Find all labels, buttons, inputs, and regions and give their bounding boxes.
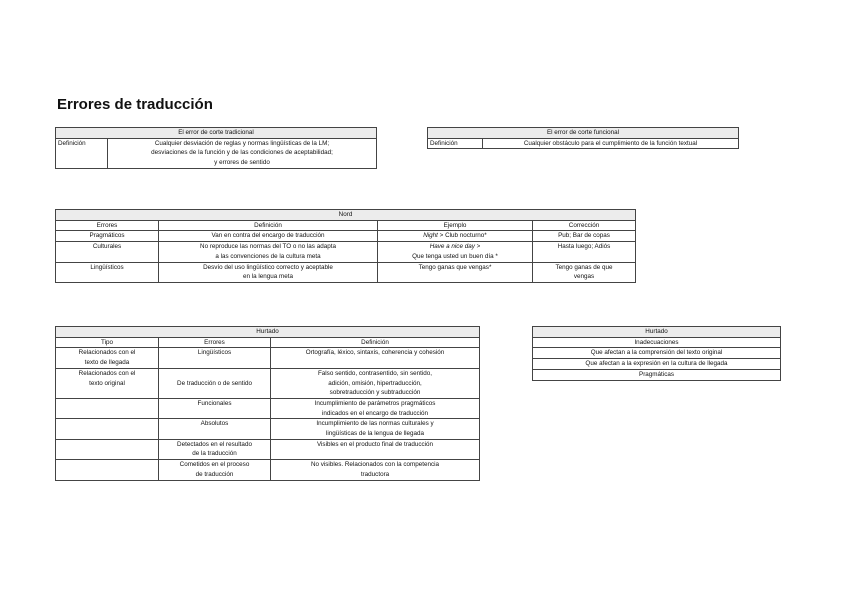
definition-line: a las convenciones de la cultura meta — [215, 252, 321, 260]
nord-correction: Hasta luego; Adiós — [533, 242, 636, 262]
inadecuacion-item: Que afectan a la comprensión del texto original — [533, 348, 781, 359]
table-row — [56, 231, 636, 242]
hurtado-type — [56, 348, 159, 368]
funcional-definition: Cualquier obstáculo para el cumplimiento de la función textual — [483, 138, 739, 149]
definition-line: Desvío del uso lingüístico correcto y aceptable — [203, 263, 333, 271]
nord-definition: Van en contra del encargo de traducción — [159, 231, 378, 242]
example-text: Que tenga usted un buen día * — [412, 252, 498, 260]
hurtado-type — [56, 398, 159, 418]
funcional-table — [427, 127, 739, 149]
table-row — [56, 242, 636, 262]
nord-correction: Pub; Bar de copas — [533, 231, 636, 242]
hurtado-errors — [159, 460, 271, 480]
definition-line: lingüísticas de la lengua de llegada — [325, 430, 425, 438]
hurtado-header: Hurtado — [56, 327, 480, 338]
hurtado-errors — [159, 439, 271, 459]
correction-line: Tengo ganas de que — [555, 263, 613, 271]
type-line: texto original — [89, 379, 125, 387]
errors-line: Cometidos en el proceso — [179, 461, 250, 469]
errors-line: Detectados en el resultado — [177, 440, 252, 448]
list-item — [533, 369, 781, 380]
hurtado-definition: Visibles en el producto final de traducción — [271, 439, 480, 459]
column-header: Tipo — [56, 337, 159, 348]
hurtado-errors: Funcionales — [159, 398, 271, 418]
errors-line: de la traducción — [192, 450, 237, 458]
hurtado2-subheader: Inadecuaciones — [533, 337, 781, 348]
hurtado-definition — [271, 368, 480, 398]
example-text: > Club nocturno* — [437, 232, 487, 240]
table-row — [56, 419, 480, 439]
definition-line: No visibles. Relacionados con la competencia — [310, 461, 440, 469]
hurtado-type — [56, 419, 159, 439]
example-text: > — [474, 243, 481, 251]
nord-table — [55, 209, 636, 283]
table-row — [56, 398, 480, 418]
inadecuacion-item: Que afectan a la expresión en la cultura de llegada — [533, 359, 781, 370]
definition-line: Cualquier desviación de reglas y normas lingüísticas de la LM; — [154, 139, 330, 147]
hurtado-inadecuaciones-table — [532, 326, 781, 381]
definition-line: y errores de sentido — [214, 159, 270, 167]
definition-line: No reproduce las normas del TO o no las adapta — [200, 243, 336, 251]
type-line: Relacionados con el — [78, 369, 136, 377]
column-header: Definición — [159, 220, 378, 231]
hurtado-errors: Absolutos — [159, 419, 271, 439]
definition-line: desviaciones de la función y de las condiciones de aceptabilidad; — [151, 149, 333, 157]
page-title: Errores de traducción — [57, 96, 213, 113]
definition-line: Incumplimiento de parámetros pragmáticos — [314, 399, 436, 407]
definition-line: traductora — [360, 470, 390, 478]
hurtado2-header: Hurtado — [533, 327, 781, 338]
definition-line: en la lengua meta — [242, 273, 294, 281]
type-line: Relacionados con el — [78, 349, 136, 357]
example-italic: Have a nice day — [429, 243, 475, 251]
definition-line: indicados en el encargo de traducción — [321, 409, 429, 417]
definition-line: Falso sentido, contrasentido, sin sentido, — [317, 369, 433, 377]
list-item — [533, 348, 781, 359]
column-header: Corrección — [533, 220, 636, 231]
hurtado-table — [55, 326, 480, 481]
hurtado-type — [56, 439, 159, 459]
nord-example — [378, 262, 533, 282]
inadecuacion-item: Pragmáticas — [533, 369, 781, 380]
funcional-label: Definición — [428, 138, 483, 149]
funcional-header: El error de corte funcional — [428, 128, 739, 139]
example-text: Tengo ganas que vengas* — [418, 263, 492, 271]
column-header: Errores — [56, 220, 159, 231]
tradicional-definition — [108, 138, 377, 168]
correction-line: vengas — [573, 273, 595, 281]
column-header: Definición — [271, 337, 480, 348]
column-header: Errores — [159, 337, 271, 348]
hurtado-type — [56, 460, 159, 480]
type-line: texto de llegada — [84, 359, 130, 367]
table-row — [56, 439, 480, 459]
nord-example — [378, 242, 533, 262]
table-row — [56, 262, 636, 282]
nord-definition — [159, 242, 378, 262]
example-italic: Night — [423, 232, 438, 240]
tradicional-header: El error de corte tradicional — [56, 128, 377, 139]
hurtado-errors: De traducción o de sentido — [159, 368, 271, 398]
nord-error-type: Pragmáticos — [56, 231, 159, 242]
nord-example — [378, 231, 533, 242]
hurtado-definition — [271, 419, 480, 439]
errors-line: de traducción — [195, 470, 234, 478]
tradicional-label: Definición — [56, 138, 108, 168]
table-row — [56, 348, 480, 368]
hurtado-definition: Ortografía, léxico, sintaxis, coherencia y cohesión — [271, 348, 480, 368]
table-row — [56, 368, 480, 398]
definition-line: sobretraducción y subtraducción — [329, 389, 421, 397]
hurtado-definition — [271, 398, 480, 418]
nord-correction — [533, 262, 636, 282]
nord-header: Nord — [56, 210, 636, 221]
hurtado-errors: Lingüísticos — [159, 348, 271, 368]
tradicional-table — [55, 127, 377, 169]
definition-line: Incumplimiento de las normas culturales y — [316, 420, 434, 428]
definition-line: adición, omisión, hipertraducción, — [328, 379, 422, 387]
hurtado-definition — [271, 460, 480, 480]
column-header: Ejemplo — [378, 220, 533, 231]
table-row — [56, 460, 480, 480]
hurtado-type — [56, 368, 159, 398]
list-item — [533, 359, 781, 370]
nord-definition — [159, 262, 378, 282]
nord-error-type: Culturales — [56, 242, 159, 262]
nord-error-type: Lingüísticos — [56, 262, 159, 282]
